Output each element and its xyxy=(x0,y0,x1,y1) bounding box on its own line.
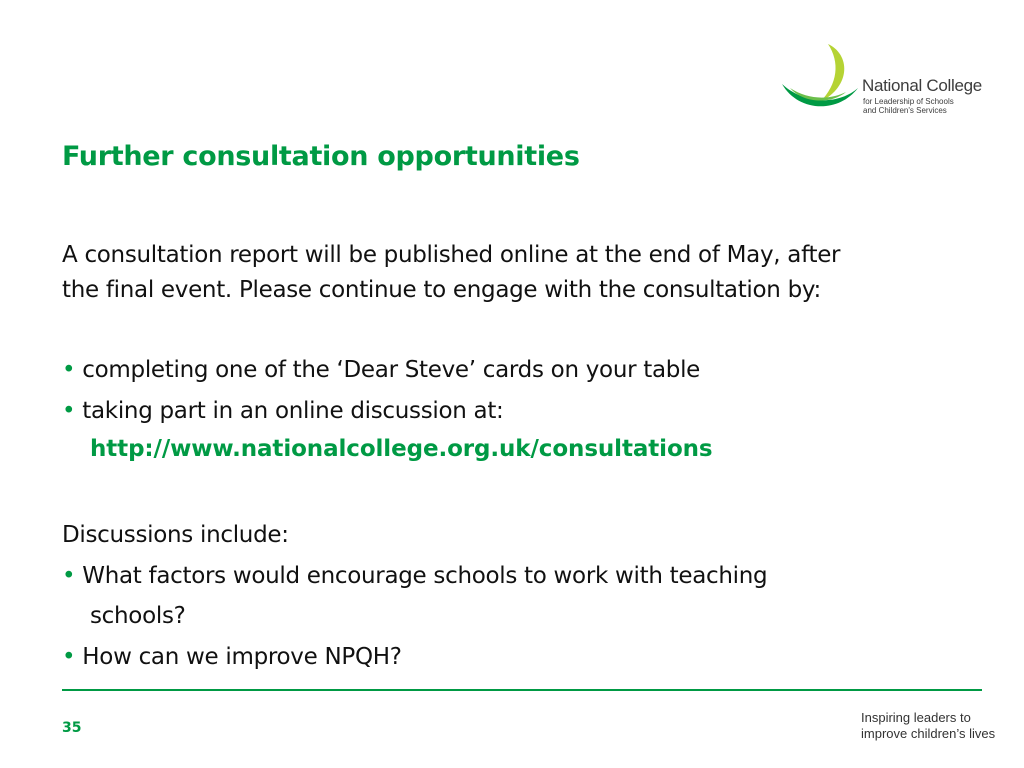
tagline-line-2: improve children’s lives xyxy=(861,726,996,741)
bullet-icon: • xyxy=(62,563,76,589)
bullet-item-1 xyxy=(62,353,700,388)
intro-line-2: the final event. Please continue to engage with the consultation by: xyxy=(62,277,821,303)
slide-title: Further consultation opportunities xyxy=(62,141,580,172)
footer-tagline xyxy=(861,710,995,742)
discussion-item-2 xyxy=(62,640,402,675)
discussions-heading: Discussions include: xyxy=(62,522,289,548)
tagline-line-1: Inspiring leaders to xyxy=(861,710,971,725)
page-number: 35 xyxy=(62,720,82,736)
bullet-text: completing one of the ‘Dear Steve’ cards on your table xyxy=(82,357,701,383)
logo-name: National College xyxy=(862,76,982,95)
bullet-item-2 xyxy=(62,394,504,429)
discussion-item-1-continuation: schools? xyxy=(90,603,186,629)
footer-divider xyxy=(62,689,982,691)
bullet-icon: • xyxy=(62,644,76,670)
bullet-icon: • xyxy=(62,398,76,424)
consultations-link[interactable]: http://www.nationalcollege.org.uk/consultations xyxy=(90,436,713,462)
discussion-text: How can we improve NPQH? xyxy=(82,644,402,670)
logo-subtitle xyxy=(863,97,954,115)
bullet-icon: • xyxy=(62,357,76,383)
intro-line-1: A consultation report will be published online at the end of May, after xyxy=(62,242,841,268)
national-college-logo xyxy=(780,40,985,116)
bullet-text: taking part in an online discussion at: xyxy=(82,398,504,424)
discussion-text: What factors would encourage schools to work with teaching xyxy=(82,563,768,589)
logo-subtitle-line-2: and Children's Services xyxy=(863,106,947,115)
discussion-item-1 xyxy=(62,559,767,594)
logo-subtitle-line-1: for Leadership of Schools xyxy=(863,97,954,106)
